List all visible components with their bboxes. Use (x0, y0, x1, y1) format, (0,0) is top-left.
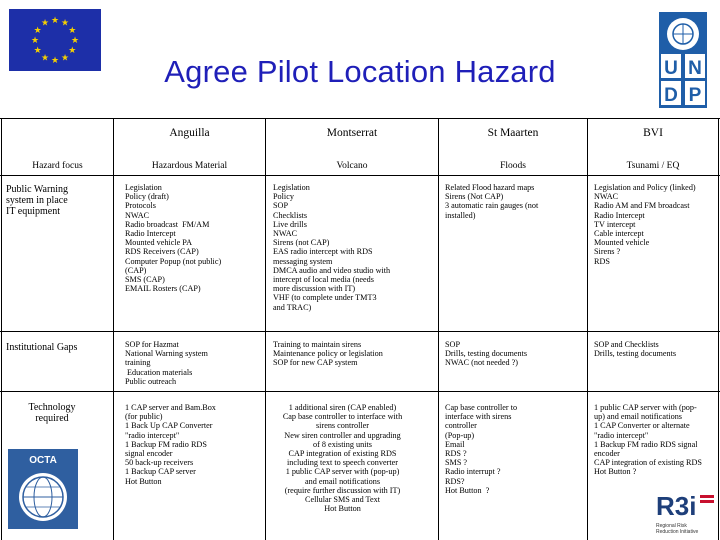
eu-star-icon: ★ (33, 26, 42, 36)
row-label-technology-required: Technology required (28, 402, 76, 424)
cell-technology-st-maarten: Cap base controller to interface with sirens controller (Pop-up) Email RDS ? SMS ? Radio interrupt ? RDS? Hot Button ? (445, 403, 518, 495)
table-column-divider (587, 118, 588, 540)
hazard-focus-bvi: Tsunami / EQ (626, 161, 680, 171)
eu-star-icon: ★ (60, 18, 70, 29)
eu-star-icon: ★ (33, 46, 42, 56)
undp-letter: U (664, 58, 678, 79)
column-header-montserrat: Montserrat (326, 127, 378, 139)
cell-institutional-bvi: SOP and Checklists Drills, testing documents (594, 340, 677, 359)
slide-title: Agree Pilot Location Hazard (164, 54, 556, 89)
cell-public-warning-st-maarten: Related Flood hazard maps Sirens (Not CAP) 3 automatic rain gauges (not installed) (445, 183, 539, 220)
eu-star-icon: ★ (60, 53, 70, 64)
table-row-divider (0, 331, 720, 332)
cell-institutional-anguilla: SOP for Hazmat National Warning system training Education materials Public outreach (125, 340, 208, 386)
eu-star-icon: ★ (68, 26, 77, 36)
eu-star-icon: ★ (40, 18, 50, 29)
table-top-border (0, 118, 720, 119)
eu-star-icon: ★ (68, 46, 77, 56)
r3i-label: R3i (656, 491, 697, 521)
hazard-focus-anguilla: Hazardous Material (151, 161, 228, 171)
table-left-border (1, 118, 2, 540)
eu-star-icon: ★ (50, 16, 60, 26)
eu-star-icon: ★ (70, 36, 80, 46)
column-header-st-maarten: St Maarten (487, 127, 539, 139)
r3i-logo (652, 487, 718, 537)
hazard-focus-label: Hazard focus (32, 161, 83, 171)
eu-flag-logo (9, 9, 101, 71)
table-column-divider (438, 118, 439, 540)
octa-label: OCTA (29, 455, 57, 466)
hazard-focus-st-maarten: Floods (500, 161, 526, 171)
eu-star-icon: ★ (30, 36, 40, 46)
undp-letter: P (688, 85, 702, 106)
cell-technology-montserrat: 1 additional siren (CAP enabled) Cap base controller to interface with sirens controller New siren controller and upgrading of 8 existing units CAP integration of existing RDS including text to speech converter 1 public CAP server with (pop-up) and email notifications (require further discussion with IT) Cellular SMS and Text Hot Button (282, 403, 403, 514)
cell-institutional-st-maarten: SOP Drills, testing documents NWAC (not needed ?) (445, 340, 528, 368)
cell-public-warning-montserrat: Legislation Policy SOP Checklists Live drills NWAC Sirens (not CAP) EAS radio intercept with RDS messaging system DMCA audio and video studio with intercept of local media (needs more discussion with IT) VHF (to complete under TMT3 and TRAC) (273, 183, 391, 312)
column-header-bvi: BVI (643, 127, 663, 139)
eu-star-icon: ★ (40, 53, 50, 64)
table-column-divider (113, 118, 114, 540)
cell-institutional-montserrat: Training to maintain sirens Maintenance policy or legislation SOP for new CAP system (273, 340, 383, 368)
column-header-anguilla: Anguilla (169, 127, 210, 139)
cell-public-warning-bvi: Legislation and Policy (linked) NWAC Radio AM and FM broadcast Radio Intercept TV intercept Cable intercept Mounted vehicle Sirens ? RDS (594, 183, 696, 266)
r3i-caption-line: Regional Risk (656, 523, 687, 529)
row-label-public-warning: Public Warning system in place IT equipment (6, 184, 69, 217)
hazard-focus-montserrat: Volcano (336, 161, 368, 171)
undp-letter: N (688, 58, 702, 79)
octa-logo (8, 449, 78, 529)
row-label-institutional-gaps: Institutional Gaps (6, 342, 78, 353)
cell-public-warning-anguilla: Legislation Policy (draft) Protocols NWAC Radio broadcast FM/AM Radio Intercept Mounted vehicle PA RDS Receivers (CAP) Computer Popup (not public) (CAP) SMS (CAP) EMAIL Rosters (CAP) (125, 183, 222, 294)
table-row-divider (0, 175, 720, 176)
eu-star-icon: ★ (50, 56, 60, 66)
cell-technology-anguilla: 1 CAP server and Bam.Box (for public) 1 Back Up CAP Converter "radio intercept" 1 Backup FM radio RDS signal encoder 50 back-up receivers 1 Backup CAP server Hot Button (125, 403, 216, 486)
cell-technology-bvi: 1 public CAP server with (pop- up) and email notifications 1 CAP Converter or alternate "radio intercept" 1 Backup FM radio RDS signal encoder CAP integration of existing RDS Hot Button ? (594, 403, 702, 477)
undp-letter: D (664, 85, 678, 106)
r3i-caption-line: Reduction Initiative (656, 529, 699, 535)
undp-logo (655, 10, 711, 110)
table-row-divider (0, 391, 720, 392)
table-right-border (718, 118, 719, 540)
